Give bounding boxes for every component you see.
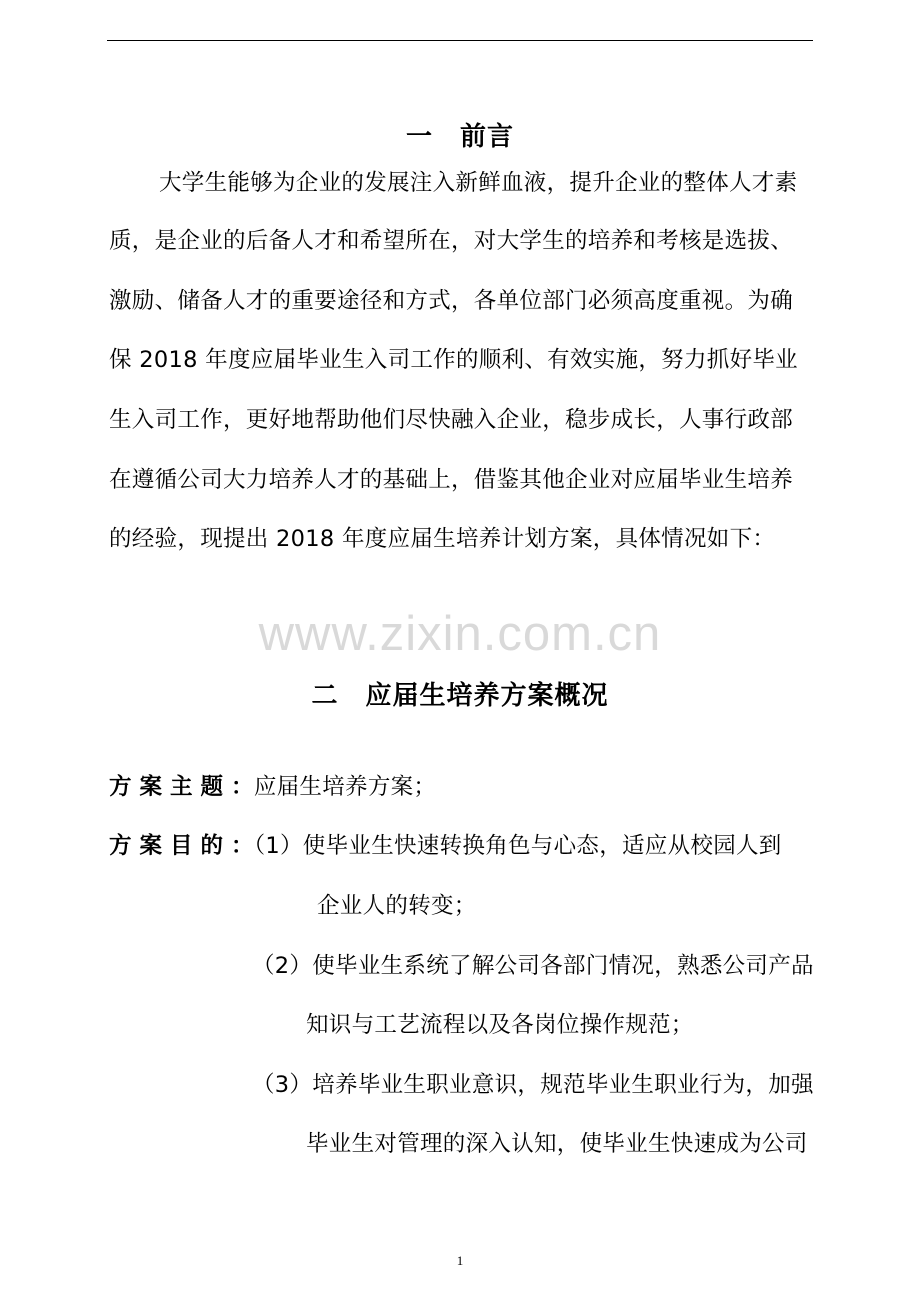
header-rule [107,40,813,41]
section-1-heading: 一 前言 [405,122,514,152]
paragraph-line: 激励、储备人才的重要途径和方式，各单位部门必须高度重视。为确 [109,288,794,314]
purpose-label-colon: ： [231,833,254,859]
purpose-item-2: （2）使毕业生系统了解公司各部门情况，熟悉公司产品 [252,953,814,979]
purpose-item-1: （1）使毕业生快速转换角色与心态，适应从校园人到 [253,833,782,859]
page-number: 1 [456,1253,464,1268]
theme-row [109,772,436,802]
theme-label-colon: ： [231,774,254,800]
paragraph-line: 生入司工作，更好地帮助他们尽快融入企业，稳步成长，人事行政部 [109,407,794,433]
paragraph-line: 大学生能够为企业的发展注入新鲜血液，提升企业的整体人才素 [159,170,798,196]
purpose-item-3: （3）培养毕业生职业意识，规范毕业生职业行为，加强 [252,1072,814,1098]
watermark: www.zixin.com.cn [258,607,662,661]
paragraph-line: 在遵循公司大力培养人才的基础上，借鉴其他企业对应届毕业生培养 [109,467,794,493]
section-2-heading: 二 应届生培养方案概况 [311,681,609,711]
theme-value: 应届生培养方案； [253,774,437,800]
purpose-item-3-cont: 毕业生对管理的深入认知，使毕业生快速成为公司 [306,1131,808,1157]
purpose-label: 方案目的 [109,833,232,859]
purpose-item-2-cont: 知识与工艺流程以及各岗位操作规范； [306,1012,694,1038]
theme-label: 方案主题 [109,774,232,800]
purpose-row [109,831,782,861]
purpose-item-1-cont: 企业人的转变； [317,893,477,919]
paragraph-line: 保 2018 年度应届毕业生入司工作的顺利、有效实施，努力抓好毕业 [109,347,798,373]
paragraph-line: 的经验，现提出 2018 年度应届生培养计划方案，具体情况如下： [109,526,776,552]
paragraph-line: 质，是企业的后备人才和希望所在，对大学生的培养和考核是选拔、 [109,228,794,254]
